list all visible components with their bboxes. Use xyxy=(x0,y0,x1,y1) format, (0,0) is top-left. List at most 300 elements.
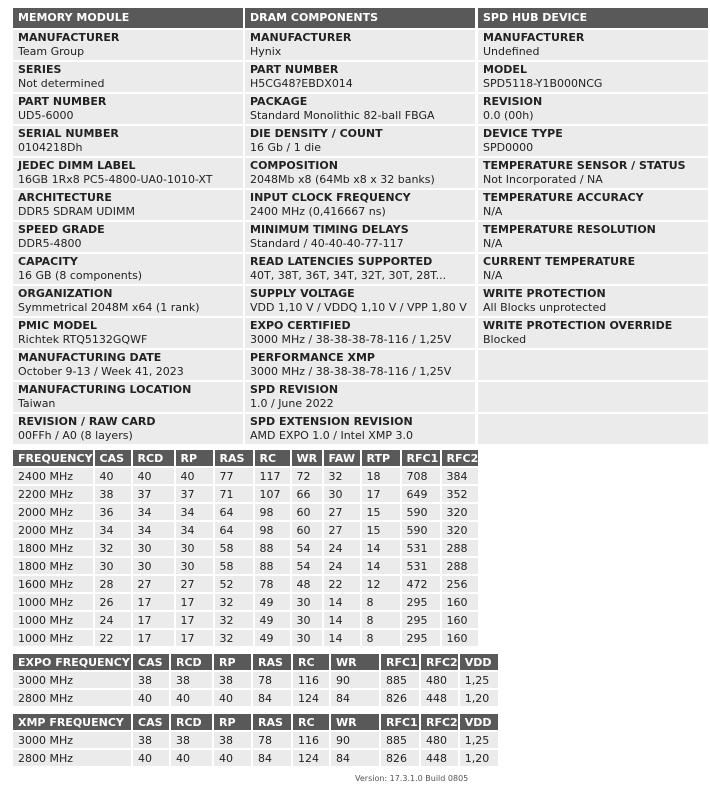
memory-module-field xyxy=(13,414,243,444)
dram-field-label: COMPOSITION xyxy=(250,159,338,172)
dram-field xyxy=(245,254,475,284)
dram-field-label: MANUFACTURER xyxy=(250,31,352,44)
spd-hub-field-value: SPD0000 xyxy=(483,141,534,154)
dram-field-label: READ LATENCIES SUPPORTED xyxy=(250,255,433,268)
table-cell: 116 xyxy=(293,672,331,690)
table-cell: 2800 MHz xyxy=(13,750,133,768)
spd-hub-field-value: SPD5118-Y1B000NCG xyxy=(483,77,603,90)
table-row xyxy=(13,690,500,708)
dram-field-value: 2048Mb x8 (64Mb x8 x 32 banks) xyxy=(250,173,435,186)
dram-field-value: AMD EXPO 1.0 / Intel XMP 3.0 xyxy=(250,429,413,442)
table-cell: 1800 MHz xyxy=(13,540,95,558)
table-cell: 590 xyxy=(402,522,442,540)
dram-field xyxy=(245,190,475,220)
table-cell: 36 xyxy=(95,504,133,522)
table-cell: 66 xyxy=(292,486,324,504)
dram-field-label: EXPO CERTIFIED xyxy=(250,319,351,332)
table-cell: 30 xyxy=(176,540,215,558)
spd-hub-field-label: DEVICE TYPE xyxy=(483,127,563,140)
spd-hub-field-value: All Blocks unprotected xyxy=(483,301,607,314)
table-cell: 84 xyxy=(253,750,293,768)
table-row xyxy=(13,750,500,768)
table-row xyxy=(13,732,500,750)
spd-hub-field xyxy=(478,94,708,124)
spd-hub-field xyxy=(478,286,708,316)
table-cell: 116 xyxy=(293,732,331,750)
dram-field-label: PART NUMBER xyxy=(250,63,339,76)
dram-field-value: 3000 MHz / 38-38-38-78-116 / 1,25V xyxy=(250,365,452,378)
memory-module-field-label: PMIC MODEL xyxy=(18,319,97,332)
table-cell: 40 xyxy=(171,750,214,768)
table-cell: 3000 MHz xyxy=(13,672,133,690)
memory-module-field-label: MANUFACTURING LOCATION xyxy=(18,383,192,396)
spd-hub-empty-cell xyxy=(478,414,708,444)
table-cell: 12 xyxy=(362,576,402,594)
table-cell: 531 xyxy=(402,540,442,558)
table-cell: 352 xyxy=(442,486,481,504)
table-cell: 124 xyxy=(293,750,331,768)
table-cell: 30 xyxy=(292,630,324,648)
memory-module-field xyxy=(13,190,243,220)
table-cell: 27 xyxy=(133,576,176,594)
column-header: RC xyxy=(293,714,331,732)
spd-hub-field xyxy=(478,318,708,348)
table-cell: 14 xyxy=(324,612,362,630)
memory-module-field-label: CAPACITY xyxy=(18,255,78,268)
spd-hub-field xyxy=(478,222,708,252)
dram-field xyxy=(245,414,475,444)
table-cell: 1,20 xyxy=(460,690,500,708)
column-header: VDD xyxy=(460,654,500,672)
column-header: VDD xyxy=(460,714,500,732)
table-cell: 480 xyxy=(421,732,460,750)
memory-module-field-value: UD5-6000 xyxy=(18,109,74,122)
table-cell: 1800 MHz xyxy=(13,558,95,576)
dram-field xyxy=(245,222,475,252)
column-header: RC xyxy=(293,654,331,672)
table-cell: 49 xyxy=(255,630,292,648)
table-cell: 27 xyxy=(324,522,362,540)
spd-hub-field-value: Not Incorporated / NA xyxy=(483,173,603,186)
dram-field-label: INPUT CLOCK FREQUENCY xyxy=(250,191,411,204)
spd-hub-field xyxy=(478,254,708,284)
table-cell: 17 xyxy=(133,630,176,648)
dram-field-value: H5CG48?EBDX014 xyxy=(250,77,353,90)
table-cell: 2400 MHz xyxy=(13,468,95,486)
table-cell: 160 xyxy=(442,612,481,630)
spd-hub-field-label: WRITE PROTECTION xyxy=(483,287,606,300)
spd-hub-field xyxy=(478,62,708,92)
table-cell: 295 xyxy=(402,594,442,612)
column-header: FAW xyxy=(324,450,362,468)
column-header: RP xyxy=(176,450,215,468)
version-label: Version: 17.3.1.0 Build 0805 xyxy=(355,774,469,783)
column-header: WR xyxy=(331,714,381,732)
table-cell: 60 xyxy=(292,504,324,522)
table-cell: 40 xyxy=(133,690,171,708)
table-cell: 27 xyxy=(324,504,362,522)
table-cell: 32 xyxy=(324,468,362,486)
memory-module-field xyxy=(13,382,243,412)
memory-module-section xyxy=(13,8,243,444)
table-cell: 17 xyxy=(362,486,402,504)
table-cell: 64 xyxy=(215,522,255,540)
column-header: RP xyxy=(214,654,253,672)
table-cell: 38 xyxy=(95,486,133,504)
table-cell: 30 xyxy=(292,612,324,630)
spd-hub-field xyxy=(478,190,708,220)
memory-module-field-value: Symmetrical 2048M x64 (1 rank) xyxy=(18,301,200,314)
table-cell: 72 xyxy=(292,468,324,486)
dram-field-value: VDD 1,10 V / VDDQ 1,10 V / VPP 1,80 V xyxy=(250,301,467,314)
column-header: RAS xyxy=(215,450,255,468)
table-cell: 38 xyxy=(214,732,253,750)
table-cell: 32 xyxy=(215,630,255,648)
memory-module-field-label: JEDEC DIMM LABEL xyxy=(18,159,136,172)
table-cell: 17 xyxy=(176,594,215,612)
table-cell: 107 xyxy=(255,486,292,504)
table-cell: 38 xyxy=(171,672,214,690)
table-row xyxy=(13,558,480,576)
table-cell: 58 xyxy=(215,558,255,576)
table-cell: 30 xyxy=(324,486,362,504)
dram-field-label: PACKAGE xyxy=(250,95,308,108)
dram-field-label: SPD EXTENSION REVISION xyxy=(250,415,413,428)
table-cell: 885 xyxy=(381,732,421,750)
table-cell: 78 xyxy=(253,732,293,750)
table-cell: 34 xyxy=(95,522,133,540)
table-cell: 3000 MHz xyxy=(13,732,133,750)
column-header: RFC2 xyxy=(442,450,481,468)
memory-module-field xyxy=(13,30,243,60)
table-cell: 320 xyxy=(442,504,481,522)
table-cell: 320 xyxy=(442,522,481,540)
table-header-row xyxy=(13,714,500,732)
memory-module-field-value: 00FFh / A0 (8 layers) xyxy=(18,429,133,442)
memory-module-field xyxy=(13,318,243,348)
table-cell: 17 xyxy=(133,594,176,612)
column-header: RCD xyxy=(171,654,214,672)
table-cell: 256 xyxy=(442,576,481,594)
spd-hub-field-label: TEMPERATURE ACCURACY xyxy=(483,191,644,204)
memory-module-field-label: SERIES xyxy=(18,63,62,76)
table-cell: 8 xyxy=(362,612,402,630)
dram-field xyxy=(245,30,475,60)
dram-components-header: DRAM COMPONENTS xyxy=(245,8,475,28)
spd-hub-field-value: N/A xyxy=(483,237,503,250)
column-header: RFC1 xyxy=(381,714,421,732)
table-cell: 14 xyxy=(362,540,402,558)
table-cell: 40 xyxy=(214,690,253,708)
table-cell: 98 xyxy=(255,522,292,540)
table-cell: 295 xyxy=(402,630,442,648)
table-cell: 448 xyxy=(421,750,460,768)
memory-module-field-value: 0104218Dh xyxy=(18,141,83,154)
spd-hub-field-label: MODEL xyxy=(483,63,527,76)
table-cell: 1000 MHz xyxy=(13,630,95,648)
memory-module-field-label: MANUFACTURING DATE xyxy=(18,351,162,364)
table-cell: 8 xyxy=(362,594,402,612)
spd-hub-section xyxy=(478,8,708,444)
column-header: RFC1 xyxy=(381,654,421,672)
dram-field-value: Standard / 40-40-40-77-117 xyxy=(250,237,404,250)
table-row xyxy=(13,522,480,540)
table-cell: 24 xyxy=(324,540,362,558)
table-cell: 531 xyxy=(402,558,442,576)
table-cell: 77 xyxy=(215,468,255,486)
column-header: CAS xyxy=(133,714,171,732)
dram-field-value: 2400 MHz (0,416667 ns) xyxy=(250,205,386,218)
memory-module-field-value: 16GB 1Rx8 PC5-4800-UA0-1010-XT xyxy=(18,173,213,186)
table-cell: 40 xyxy=(214,750,253,768)
table-row xyxy=(13,468,480,486)
memory-module-field-label: MANUFACTURER xyxy=(18,31,120,44)
table-cell: 27 xyxy=(176,576,215,594)
memory-module-field-label: ORGANIZATION xyxy=(18,287,113,300)
table-cell: 117 xyxy=(255,468,292,486)
table-cell: 84 xyxy=(253,690,293,708)
memory-module-field-value: Taiwan xyxy=(18,397,56,410)
dram-field xyxy=(245,94,475,124)
memory-module-field-label: SERIAL NUMBER xyxy=(18,127,119,140)
table-cell: 17 xyxy=(133,612,176,630)
memory-module-field-label: PART NUMBER xyxy=(18,95,107,108)
table-cell: 37 xyxy=(133,486,176,504)
table-cell: 49 xyxy=(255,594,292,612)
dram-field-value: 40T, 38T, 36T, 34T, 32T, 30T, 28T... xyxy=(250,269,447,282)
table-cell: 38 xyxy=(171,732,214,750)
memory-module-field-value: Richtek RTQ5132GQWF xyxy=(18,333,148,346)
table-cell: 17 xyxy=(176,630,215,648)
table-cell: 40 xyxy=(176,468,215,486)
table-cell: 22 xyxy=(324,576,362,594)
memory-module-header: MEMORY MODULE xyxy=(13,8,243,28)
table-cell: 30 xyxy=(133,540,176,558)
memory-module-field-value: 16 GB (8 components) xyxy=(18,269,143,282)
table-cell: 40 xyxy=(171,690,214,708)
dram-field xyxy=(245,158,475,188)
memory-module-field-label: ARCHITECTURE xyxy=(18,191,112,204)
table-cell: 32 xyxy=(215,612,255,630)
table-cell: 2000 MHz xyxy=(13,504,95,522)
column-header: RC xyxy=(255,450,292,468)
table-cell: 1,25 xyxy=(460,672,500,690)
dram-field xyxy=(245,126,475,156)
table-cell: 160 xyxy=(442,630,481,648)
dram-field-value: Hynix xyxy=(250,45,282,58)
column-header: RTP xyxy=(362,450,402,468)
table-cell: 1,20 xyxy=(460,750,500,768)
table-cell: 18 xyxy=(362,468,402,486)
table-cell: 160 xyxy=(442,594,481,612)
table-cell: 34 xyxy=(176,504,215,522)
spd-hub-field-value: N/A xyxy=(483,269,503,282)
memory-module-field xyxy=(13,126,243,156)
dram-field xyxy=(245,382,475,412)
xmp-table xyxy=(13,714,500,768)
table-cell: 30 xyxy=(292,594,324,612)
column-header: RFC1 xyxy=(402,450,442,468)
memory-module-field xyxy=(13,222,243,252)
column-header: CAS xyxy=(133,654,171,672)
table-cell: 52 xyxy=(215,576,255,594)
spd-hub-field-label: TEMPERATURE SENSOR / STATUS xyxy=(483,159,686,172)
table-cell: 288 xyxy=(442,540,481,558)
table-cell: 30 xyxy=(95,558,133,576)
spd-hub-empty-cell xyxy=(478,350,708,380)
table-cell: 84 xyxy=(331,750,381,768)
table-row xyxy=(13,612,480,630)
dram-field xyxy=(245,286,475,316)
column-header: RFC2 xyxy=(421,654,460,672)
table-cell: 288 xyxy=(442,558,481,576)
table-cell: 448 xyxy=(421,690,460,708)
column-header: RAS xyxy=(253,654,293,672)
expo-table xyxy=(13,654,500,708)
table-cell: 34 xyxy=(133,504,176,522)
spd-hub-field-value: Undefined xyxy=(483,45,540,58)
dram-field-label: PERFORMANCE XMP xyxy=(250,351,375,364)
table-row xyxy=(13,672,500,690)
spd-hub-field xyxy=(478,126,708,156)
dram-field xyxy=(245,318,475,348)
table-cell: 15 xyxy=(362,504,402,522)
memory-module-field xyxy=(13,254,243,284)
table-row xyxy=(13,486,480,504)
table-cell: 24 xyxy=(324,558,362,576)
timings-table xyxy=(13,450,480,648)
spd-hub-field-value: Blocked xyxy=(483,333,527,346)
memory-module-field-label: REVISION / RAW CARD xyxy=(18,415,156,428)
memory-module-field-value: October 9-13 / Week 41, 2023 xyxy=(18,365,184,378)
memory-module-field xyxy=(13,94,243,124)
table-cell: 78 xyxy=(255,576,292,594)
dram-field-value: Standard Monolithic 82-ball FBGA xyxy=(250,109,435,122)
table-cell: 14 xyxy=(362,558,402,576)
table-cell: 1000 MHz xyxy=(13,594,95,612)
table-header-row xyxy=(13,654,500,672)
table-cell: 649 xyxy=(402,486,442,504)
table-cell: 54 xyxy=(292,540,324,558)
dram-field-value: 3000 MHz / 38-38-38-78-116 / 1,25V xyxy=(250,333,452,346)
spd-hub-field xyxy=(478,158,708,188)
spd-hub-field-value: 0.0 (00h) xyxy=(483,109,534,122)
column-header: XMP FREQUENCY xyxy=(13,714,133,732)
spd-hub-field-label: TEMPERATURE RESOLUTION xyxy=(483,223,656,236)
table-cell: 2200 MHz xyxy=(13,486,95,504)
table-header-row xyxy=(13,450,480,468)
spd-hub-field-label: CURRENT TEMPERATURE xyxy=(483,255,636,268)
memory-module-field xyxy=(13,286,243,316)
dram-field xyxy=(245,350,475,380)
table-cell: 30 xyxy=(133,558,176,576)
table-cell: 98 xyxy=(255,504,292,522)
column-header: RCD xyxy=(133,450,176,468)
table-cell: 590 xyxy=(402,504,442,522)
spd-hub-field-label: REVISION xyxy=(483,95,543,108)
dram-field xyxy=(245,62,475,92)
column-header: RFC2 xyxy=(421,714,460,732)
table-cell: 28 xyxy=(95,576,133,594)
table-cell: 78 xyxy=(253,672,293,690)
column-header: EXPO FREQUENCY xyxy=(13,654,133,672)
column-header: FREQUENCY xyxy=(13,450,95,468)
table-row xyxy=(13,504,480,522)
spd-hub-field xyxy=(478,30,708,60)
table-cell: 384 xyxy=(442,468,481,486)
table-cell: 295 xyxy=(402,612,442,630)
column-header: RP xyxy=(214,714,253,732)
column-header: WR xyxy=(331,654,381,672)
spd-hub-field-label: MANUFACTURER xyxy=(483,31,585,44)
table-cell: 38 xyxy=(133,672,171,690)
table-cell: 32 xyxy=(95,540,133,558)
table-cell: 64 xyxy=(215,504,255,522)
column-header: WR xyxy=(292,450,324,468)
table-cell: 826 xyxy=(381,690,421,708)
table-cell: 1600 MHz xyxy=(13,576,95,594)
dram-field-label: SUPPLY VOLTAGE xyxy=(250,287,355,300)
table-cell: 60 xyxy=(292,522,324,540)
table-cell: 32 xyxy=(215,594,255,612)
table-cell: 15 xyxy=(362,522,402,540)
table-cell: 480 xyxy=(421,672,460,690)
table-cell: 17 xyxy=(176,612,215,630)
table-cell: 71 xyxy=(215,486,255,504)
table-cell: 90 xyxy=(331,732,381,750)
dram-components-section xyxy=(245,8,475,444)
column-header: RAS xyxy=(253,714,293,732)
memory-module-field xyxy=(13,350,243,380)
memory-module-field xyxy=(13,62,243,92)
memory-module-field xyxy=(13,158,243,188)
table-cell: 885 xyxy=(381,672,421,690)
table-cell: 38 xyxy=(214,672,253,690)
memory-module-field-value: DDR5-4800 xyxy=(18,237,82,250)
table-cell: 40 xyxy=(133,468,176,486)
column-header: CAS xyxy=(95,450,133,468)
memory-module-field-label: SPEED GRADE xyxy=(18,223,105,236)
table-cell: 26 xyxy=(95,594,133,612)
spd-hub-field-value: N/A xyxy=(483,205,503,218)
spd-hub-empty-cell xyxy=(478,382,708,412)
table-cell: 48 xyxy=(292,576,324,594)
table-cell: 54 xyxy=(292,558,324,576)
table-cell: 826 xyxy=(381,750,421,768)
table-cell: 124 xyxy=(293,690,331,708)
dram-field-label: MINIMUM TIMING DELAYS xyxy=(250,223,409,236)
table-cell: 1000 MHz xyxy=(13,612,95,630)
dram-field-value: 16 Gb / 1 die xyxy=(250,141,322,154)
dram-field-label: DIE DENSITY / COUNT xyxy=(250,127,383,140)
table-cell: 40 xyxy=(95,468,133,486)
table-cell: 84 xyxy=(331,690,381,708)
table-cell: 24 xyxy=(95,612,133,630)
table-cell: 8 xyxy=(362,630,402,648)
table-cell: 88 xyxy=(255,558,292,576)
table-row xyxy=(13,594,480,612)
table-cell: 2800 MHz xyxy=(13,690,133,708)
table-cell: 58 xyxy=(215,540,255,558)
memory-module-field-value: DDR5 SDRAM UDIMM xyxy=(18,205,135,218)
table-row xyxy=(13,540,480,558)
table-cell: 472 xyxy=(402,576,442,594)
table-cell: 34 xyxy=(133,522,176,540)
table-cell: 1,25 xyxy=(460,732,500,750)
table-cell: 38 xyxy=(133,732,171,750)
dram-field-value: 1.0 / June 2022 xyxy=(250,397,334,410)
table-cell: 30 xyxy=(176,558,215,576)
